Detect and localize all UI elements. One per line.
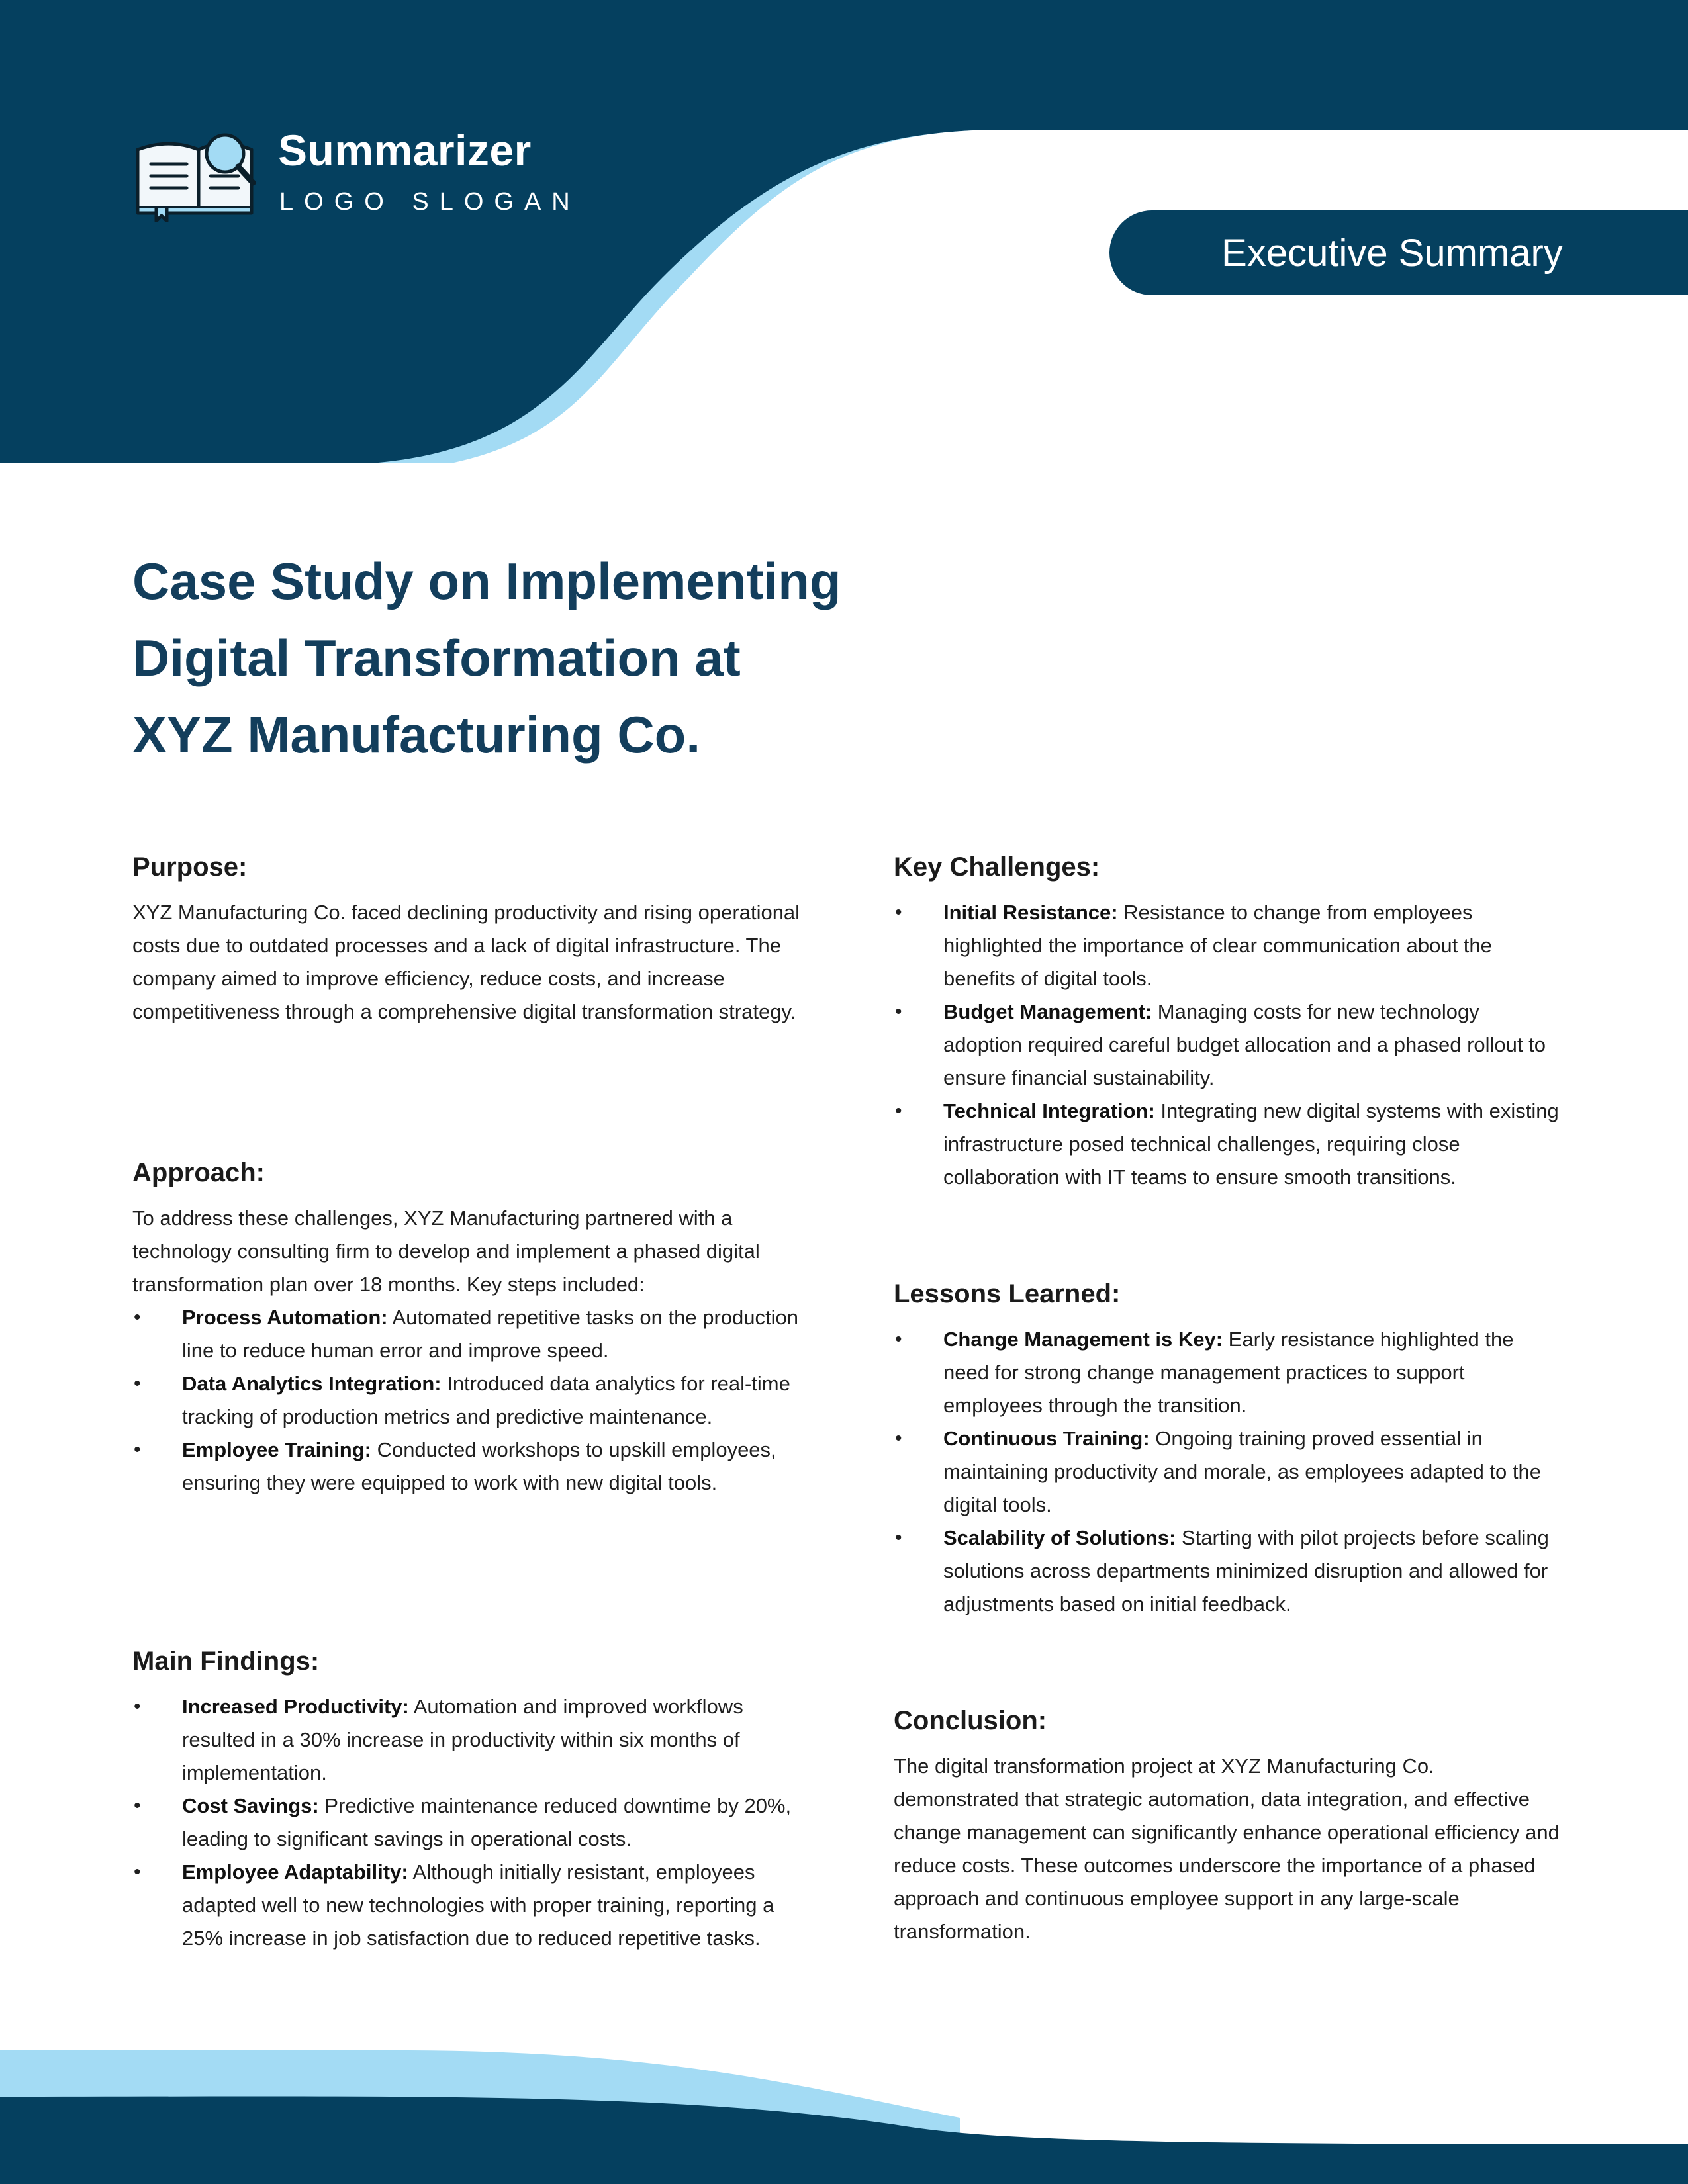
item-label: Increased Productivity: xyxy=(182,1695,409,1718)
item-text: Early resistance highlighted the need for strong change management practices to support employees through the transition. xyxy=(943,1328,1514,1417)
item-text: Starting with pilot projects before scaling solutions across departments minimized disruption and allowed for adjustments based on initial feedback. xyxy=(943,1526,1549,1615)
challenges-list xyxy=(894,896,1562,1194)
brand-slogan: LOGO SLOGAN xyxy=(279,188,581,216)
list-item xyxy=(132,1433,801,1500)
item-label: Budget Management: xyxy=(943,1000,1152,1023)
list-item xyxy=(894,1522,1562,1621)
item-text: Resistance to change from employees highlighted the importance of clear communication about the benefits of digital tools. xyxy=(943,901,1492,990)
item-label: Change Management is Key: xyxy=(943,1328,1223,1351)
findings-list xyxy=(132,1690,801,1955)
item-text: Integrating new digital systems with existing infrastructure posed technical challenges, requiring close collaboration with IT teams to ensure smooth transitions. xyxy=(943,1099,1559,1189)
approach-intro: To address these challenges, XYZ Manufacturing partnered with a technology consulting firm to develop and implement a phased digital transformation plan over 18 months. Key steps included: xyxy=(132,1206,760,1296)
item-label: Initial Resistance: xyxy=(943,901,1118,924)
lessons-list xyxy=(894,1323,1562,1621)
item-text: Although initially resistant, employees adapted well to new technologies with proper training, reporting a 25% increase in job satisfaction due to reduced repetitive tasks. xyxy=(182,1860,774,1950)
list-item xyxy=(894,896,1562,995)
list-item xyxy=(132,1856,801,1955)
item-label: Technical Integration: xyxy=(943,1099,1155,1122)
item-text: Predictive maintenance reduced downtime by 20%, leading to significant savings in operational costs. xyxy=(182,1794,792,1850)
approach-heading: Approach: xyxy=(132,1158,265,1187)
list-item xyxy=(894,1095,1562,1194)
item-label: Cost Savings: xyxy=(182,1794,319,1817)
page-title xyxy=(132,543,993,773)
item-label: Process Automation: xyxy=(182,1306,388,1329)
section-key-challenges xyxy=(894,847,1562,1194)
list-item xyxy=(894,995,1562,1095)
lessons-heading: Lessons Learned: xyxy=(894,1279,1121,1308)
item-text: Automated repetitive tasks on the production line to reduce human error and improve speed. xyxy=(182,1306,799,1362)
title-line-1: Case Study on Implementing xyxy=(132,552,841,610)
section-main-findings xyxy=(132,1641,801,1955)
item-text: Ongoing training proved essential in maintaining productivity and morale, as employees adapted to the digital tools. xyxy=(943,1427,1541,1516)
title-line-2: Digital Transformation at xyxy=(132,629,741,687)
conclusion-heading: Conclusion: xyxy=(894,1706,1047,1735)
list-item xyxy=(132,1690,801,1790)
section-approach xyxy=(132,1153,801,1500)
book-magnifier-icon xyxy=(132,130,265,222)
title-line-3: XYZ Manufacturing Co. xyxy=(132,705,700,764)
approach-list xyxy=(132,1301,801,1500)
badge-label: Executive Summary xyxy=(1221,231,1563,275)
item-label: Data Analytics Integration: xyxy=(182,1372,442,1395)
brand-name: Summarizer xyxy=(278,126,532,175)
section-lessons-learned xyxy=(894,1274,1562,1621)
item-text: Introduced data analytics for real-time tracking of production metrics and predictive maintenance. xyxy=(182,1372,790,1428)
list-item xyxy=(132,1301,801,1367)
item-label: Continuous Training: xyxy=(943,1427,1150,1450)
section-conclusion xyxy=(894,1701,1562,1948)
item-label: Scalability of Solutions: xyxy=(943,1526,1176,1549)
challenges-heading: Key Challenges: xyxy=(894,852,1100,882)
findings-heading: Main Findings: xyxy=(132,1647,320,1676)
executive-summary-badge xyxy=(1109,210,1688,295)
list-item xyxy=(894,1323,1562,1422)
conclusion-text: The digital transformation project at XYZ Manufacturing Co. demonstrated that strategic automation, data integration, and effective change management can significantly enhance operational efficiency and reduce costs. These outcomes underscore the importance of a phased approach and continuous employee support in any large-scale transformation. xyxy=(894,1754,1560,1943)
list-item xyxy=(894,1422,1562,1522)
item-text: Automation and improved workflows resulted in a 30% increase in productivity within six months of implementation. xyxy=(182,1695,743,1784)
list-item xyxy=(132,1790,801,1856)
list-item xyxy=(132,1367,801,1433)
item-label: Employee Adaptability: xyxy=(182,1860,408,1884)
item-text: Managing costs for new technology adoption required careful budget allocation and a phased rollout to ensure financial sustainability. xyxy=(943,1000,1546,1089)
purpose-text: XYZ Manufacturing Co. faced declining productivity and rising operational costs due to outdated processes and a lack of digital infrastructure. The company aimed to improve efficiency, reduce costs, and increase competitiveness through a comprehensive digital transformation strategy. xyxy=(132,901,800,1023)
item-text: Conducted workshops to upskill employees, ensuring they were equipped to work with new digital tools. xyxy=(182,1438,776,1494)
item-label: Employee Training: xyxy=(182,1438,371,1461)
purpose-heading: Purpose: xyxy=(132,852,248,882)
section-purpose xyxy=(132,847,801,1028)
